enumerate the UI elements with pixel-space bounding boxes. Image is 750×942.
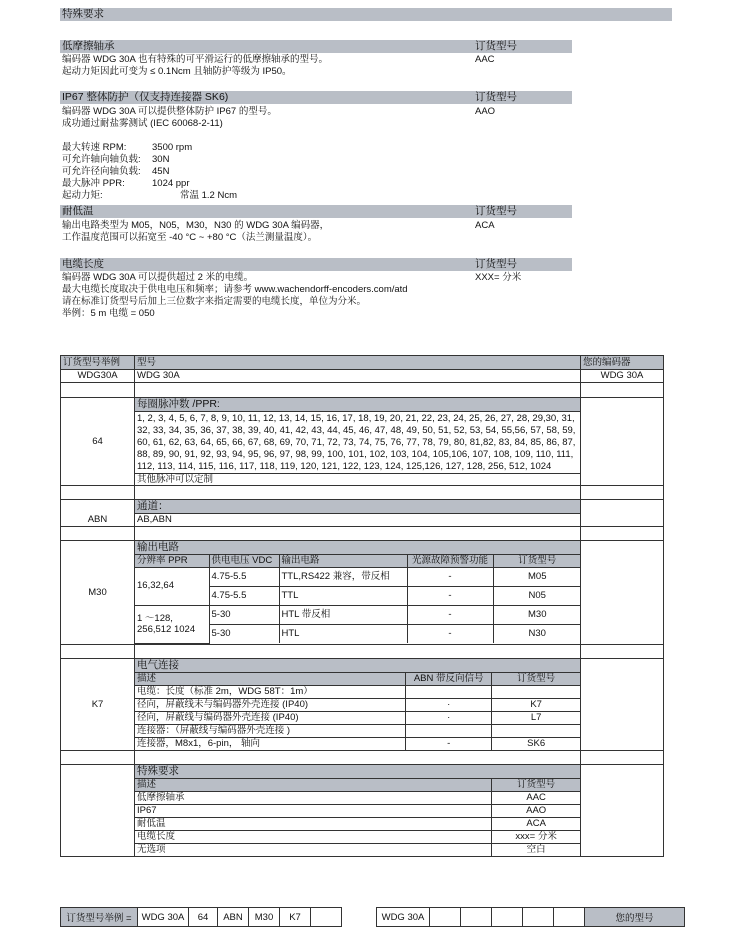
section-line: 成功通过耐盐雾测试 (IEC 60068-2-11) [62, 118, 223, 129]
desc: 电缆：长度（标准 2m，WDG 58T：1m） [135, 685, 406, 698]
section-line: 起动力矩因此可变为 ≤ 0.1Ncm 且轴防护等级为 IP50。 [62, 66, 292, 77]
output-code: M30 [61, 540, 135, 644]
warning: - [407, 605, 493, 624]
desc: 连接器：（屏蔽线与编码器外壳连接 ) [135, 724, 406, 737]
special-header: 特殊要求 [135, 764, 581, 778]
spec-label: 最大脉冲 PPR: [62, 178, 125, 189]
example-model: WDG 30A [138, 908, 189, 927]
warning: - [407, 624, 493, 643]
spec-value: 3500 rpm [152, 142, 193, 153]
special-table [135, 779, 580, 856]
abn-mark: · [406, 698, 492, 711]
col-circuit: 输出电路 [279, 555, 407, 568]
abn-mark [406, 685, 492, 698]
warning: - [407, 567, 493, 586]
order-code: 空白 [492, 843, 580, 856]
order-code: L7 [492, 711, 580, 724]
order-code: SK6 [492, 737, 580, 750]
section-line: 输出电路类型为 M05，N05，M30，N30 的 WDG 30A 编码器， [62, 220, 330, 231]
order-code: AAO [475, 106, 496, 117]
model-code: WDG30A [61, 370, 135, 383]
model-name: WDG 30A [135, 370, 581, 383]
col-voltage: 供电电压 VDC [209, 555, 279, 568]
top-bar [60, 8, 672, 21]
order-code: AAC [475, 54, 495, 65]
spec-label: 最大转速 RPM: [62, 142, 127, 153]
spec-value: 1024 ppr [152, 178, 190, 189]
abn-mark [406, 724, 492, 737]
voltage: 4.75-5.5 [209, 586, 279, 605]
section-title: 电缆长度 [62, 258, 104, 270]
ordering-table [60, 355, 664, 857]
order-code [492, 685, 580, 698]
bottom-example-left [60, 907, 342, 927]
ppr-code: 64 [61, 398, 135, 486]
order-code: N30 [493, 624, 581, 643]
desc: 径向，屏蔽线未与编码器外壳连接 (IP40) [135, 698, 406, 711]
col-abn: ABN 带反向信号 [406, 673, 492, 686]
order-header: 订货型号 [475, 40, 517, 52]
order-code: ACA [475, 220, 495, 231]
ppr-group-1: 16,32,64 [135, 567, 209, 605]
section-line: 工作温度范围可以拓宽至 -40 °C ~ +80 °C（法兰测量温度）。 [62, 232, 318, 243]
model-yours: WDG 30A [581, 370, 664, 383]
order-header: 订货型号 [475, 205, 517, 217]
section-line: 编码器 WDG 30A 也有特殊的可平滑运行的低摩擦轴承的型号。 [62, 54, 329, 65]
example-label: 订货型号举例 = [61, 908, 138, 927]
order-code: M30 [493, 605, 581, 624]
channel-code: ABN [61, 500, 135, 526]
circuit: TTL,RS422 兼容，带反相 [279, 567, 407, 586]
section-line: 举例：5 m 电缆 = 050 [62, 308, 155, 319]
circuit: HTL 带反相 [279, 605, 407, 624]
desc: 连接器，M8x1，6-pin， 轴向 [135, 737, 406, 750]
section-title: 低摩擦轴承 [62, 40, 115, 52]
yours-channel[interactable] [461, 908, 492, 927]
col-warning: 光源故障预警功能 [407, 555, 493, 568]
order-code: K7 [492, 698, 580, 711]
spec-value: 45N [152, 166, 170, 177]
desc: 无选项 [135, 843, 492, 856]
header-yours: 您的编码器 [581, 356, 664, 370]
spec-label: 可允许轴向轴负载: [62, 154, 141, 165]
spec-value: 30N [152, 154, 170, 165]
order-code: M05 [493, 567, 581, 586]
order-code: AAC [492, 791, 580, 804]
col-desc: 描述 [135, 779, 492, 792]
channel-header: 通道： [135, 500, 581, 514]
circuit: TTL [279, 586, 407, 605]
output-header: 输出电路 [135, 540, 581, 554]
order-code: XXX= 分米 [475, 272, 522, 283]
order-code: ACA [492, 817, 580, 830]
yours-model: WDG 30A [377, 908, 430, 927]
yours-label: 您的型号 [585, 908, 685, 927]
section-line: 请在标准订货型号后加上三位数字来指定需要的电缆长度，单位为分米。 [62, 296, 367, 307]
section-line: 编码器 WDG 30A 可以提供超过 2 米的电缆。 [62, 272, 254, 283]
top-bar-title: 特殊要求 [62, 8, 104, 20]
col-ppr: 分辨率 PPR [135, 555, 209, 568]
desc: 耐低温 [135, 817, 492, 830]
desc: 低摩擦轴承 [135, 791, 492, 804]
yours-connection[interactable] [523, 908, 554, 927]
section-line: 编码器 WDG 30A 可以提供整体防护 IP67 的型号。 [62, 106, 277, 117]
ppr-custom: 其他脉冲可以定制 [135, 474, 581, 486]
example-channel: ABN [218, 908, 249, 927]
circuit: HTL [279, 624, 407, 643]
desc: IP67 [135, 804, 492, 817]
col-desc: 描述 [135, 673, 406, 686]
yours-output[interactable] [492, 908, 523, 927]
yours-ppr[interactable] [430, 908, 461, 927]
order-code: N05 [493, 586, 581, 605]
electrical-code: K7 [61, 658, 135, 750]
channel-value: AB,ABN [135, 514, 581, 526]
example-special [311, 908, 342, 927]
section-line: 最大电缆长度取决于供电电压和频率；请参考 www.wachendorff-encoders.com/atd [62, 284, 408, 295]
voltage: 4.75-5.5 [209, 567, 279, 586]
output-circuit-table [135, 555, 581, 644]
example-ppr: 64 [189, 908, 218, 927]
col-order: 订货型号 [492, 673, 580, 686]
electrical-table [135, 673, 580, 750]
section-title: IP67 整体防护（仅支持连接器 SK6) [62, 91, 229, 103]
yours-special[interactable] [554, 908, 585, 927]
voltage: 5-30 [209, 605, 279, 624]
desc: 电缆长度 [135, 830, 492, 843]
example-output: M30 [249, 908, 280, 927]
order-header: 订货型号 [475, 91, 517, 103]
col-order: 订货型号 [493, 555, 581, 568]
order-header: 订货型号 [475, 258, 517, 270]
section-title: 耐低温 [62, 205, 94, 217]
header-model: 型号 [135, 356, 581, 370]
abn-mark: · [406, 711, 492, 724]
col-order: 订货型号 [492, 779, 580, 792]
ppr-list: 1, 2, 3, 4, 5, 6, 7, 8, 9, 10, 11, 12, 13, 14, 15, 16, 17, 18, 19, 20, 21, 22, 23, 24, 25, 26, 27, 28, 29,30, 31, 32, 33, 34, 35, 36, 37, 38, 39, 40, 41, 42, 43, 44, 45, 46, 47, 48, 49, 50, 51, 52, 53, 54, 55,56, 57, 58, 59, 60, 61, 62, 63, 64, 65, 66, 67, 68, 69, 70, 71, 72, 73, 74, 75, 76, 77, 78, 79, 80, 81,82, 83, 84, 85, 86, 87, 88, 89, 90, 91, 92, 93, 94, 95, 96, 97, 98, 99, 100, 101, 102, 103, 104, 105,106, 107, 108, 109, 110, 111, 112, 113, 114, 115, 116, 117, 118, 119, 120, 121, 122, 123, 124, 125,126, 127, 128, 256, 512, 1024 [135, 412, 581, 474]
example-connection: K7 [280, 908, 311, 927]
order-code: xxx= 分米 [492, 830, 580, 843]
spec-label: 起动力矩: [62, 190, 103, 201]
voltage: 5-30 [209, 624, 279, 643]
order-code [492, 724, 580, 737]
electrical-header: 电气连接 [135, 658, 581, 672]
spec-value: 常温 1.2 Ncm [180, 190, 238, 201]
order-code: AAO [492, 804, 580, 817]
abn-mark: - [406, 737, 492, 750]
header-example: 订货型号举例 [61, 356, 135, 370]
warning: - [407, 586, 493, 605]
ppr-header: 每圈脉冲数 /PPR: [135, 398, 581, 412]
bottom-example-right [376, 907, 685, 927]
ppr-group-2: 1 ～128, 256,512 1024 [135, 605, 209, 643]
desc: 径向，屏蔽线与编码器外壳连接 (IP40) [135, 711, 406, 724]
spec-label: 可允许径向轴负载: [62, 166, 141, 177]
